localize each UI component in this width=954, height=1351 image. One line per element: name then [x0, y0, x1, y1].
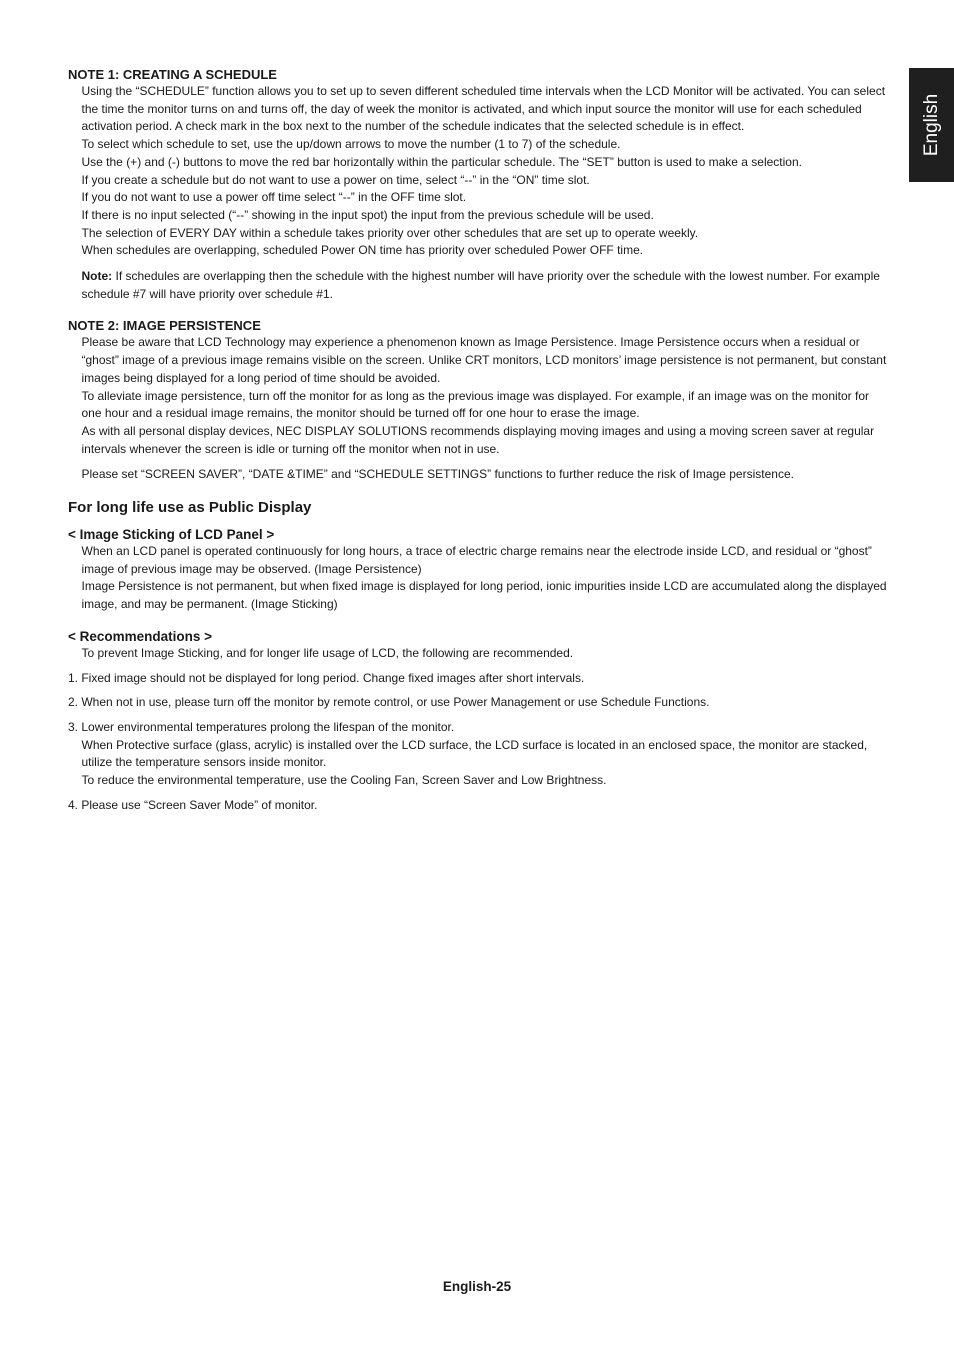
note1-paragraph: The selection of EVERY DAY within a schedule takes priority over other schedules that are set up to operate weekly. [81, 225, 699, 240]
note2-heading: NOTE 2: IMAGE PERSISTENCE [68, 318, 261, 334]
recommendation-item-1: 1. Fixed image should not be displayed for long period. Change fixed images after short intervals. [68, 670, 585, 685]
note1-paragraph: If you create a schedule but do not want to use a power on time, select “--” in the “ON” time slot. [81, 172, 590, 187]
language-side-tab-label: English [920, 93, 942, 157]
note1-paragraph: If you do not want to use a power off time select “--” in the OFF time slot. [81, 190, 467, 205]
page-footer: English-25 [442, 1279, 512, 1294]
note-text: If schedules are overlapping then the schedule with the highest number will have priority over the schedule with the lowest number. For example schedule #7 will have priority over schedule #1. [81, 269, 880, 301]
note1-note [82, 268, 889, 303]
recommendation-item-4: 4. Please use “Screen Saver Mode” of monitor. [68, 797, 318, 812]
recommendation-item-2: 2. When not in use, please turn off the monitor by remote control, or use Power Management or use Schedule Functions. [68, 695, 710, 710]
recommendations-intro: To prevent Image Sticking, and for longer life usage of LCD, the following are recommended. [81, 645, 574, 660]
note2-paragraph: As with all personal display devices, NEC DISPLAY SOLUTIONS recommends displaying moving images and using a moving screen saver at regular intervals whenever the screen is idle or turning off the monitor when not in use. [81, 423, 875, 456]
note2-last-paragraph: Please set “SCREEN SAVER”, “DATE &TIME” and “SCHEDULE SETTINGS” functions to further reduce the risk of Image persistence. [81, 467, 794, 482]
recommendations-heading: < Recommendations > [68, 628, 213, 644]
image-sticking-paragraph: When an LCD panel is operated continuously for long hours, a trace of electric charge remains near the electrode inside LCD, and residual or “ghost” image of previous image may be observed. (Image Persistence) [81, 544, 872, 576]
image-sticking-heading: < Image Sticking of LCD Panel > [68, 527, 275, 543]
note1-paragraph: To select which schedule to set, use the up/down arrows to move the number (1 to 7) of the schedule. [81, 137, 621, 152]
recommendation-item-3-continuation: To reduce the environmental temperature, use the Cooling Fan, Screen Saver and Low Brightness. [81, 773, 607, 788]
note1-paragraph: Using the “SCHEDULE” function allows you to set up to seven different scheduled time intervals when the LCD Monitor will be activated. You can select the time the monitor turns on and turns off, the day of week the monitor is activated, and which input source the monitor will use for each scheduled activation period. A check mark in the box next to the number of the schedule indicates that the selected schedule is in effect. [81, 84, 886, 134]
note1-paragraph: When schedules are overlapping, scheduled Power ON time has priority over scheduled Power OFF time. [81, 243, 644, 258]
note2-paragraph: Please be aware that LCD Technology may experience a phenomenon known as Image Persistence. Image Persistence occurs when a residual or “ghost” image of a previous image remains visible on the screen. Unlike CRT monitors, LCD monitors’ image persistence is not permanent, but constant images being displayed for a long period of time should be avoided. [81, 335, 887, 385]
page-content [68, 66, 888, 815]
note-label: Note: [81, 269, 113, 284]
public-display-heading: For long life use as Public Display [68, 499, 312, 517]
note1-paragraph: If there is no input selected (“--” showing in the input spot) the input from the previous schedule will be used. [81, 207, 654, 222]
note2-paragraph: To alleviate image persistence, turn off the monitor for as long as the previous image was displayed. For example, if an image was on the monitor for one hour and a residual image remains, the monitor should be turned off for one hour to erase the image. [81, 388, 870, 421]
language-side-tab [909, 68, 954, 182]
note1-heading: NOTE 1: CREATING A SCHEDULE [68, 67, 277, 82]
image-sticking-paragraph: Image Persistence is not permanent, but when fixed image is displayed for long period, ionic impurities inside LCD are accumulated along the displayed image, and may be permanent. (Image Sticking) [81, 579, 887, 612]
recommendation-item-3 [68, 719, 888, 790]
note1-paragraph: Use the (+) and (-) buttons to move the red bar horizontally within the particular schedule. The “SET” button is used to make a selection. [81, 154, 802, 169]
recommendation-item-3-text: 3. Lower environmental temperatures prolong the lifespan of the monitor. [68, 719, 455, 734]
recommendation-item-3-continuation: When Protective surface (glass, acrylic) is installed over the LCD surface, the LCD surface is located in an enclosed space, the monitor are stacked, utilize the temperature sensors inside monitor. [81, 737, 868, 770]
